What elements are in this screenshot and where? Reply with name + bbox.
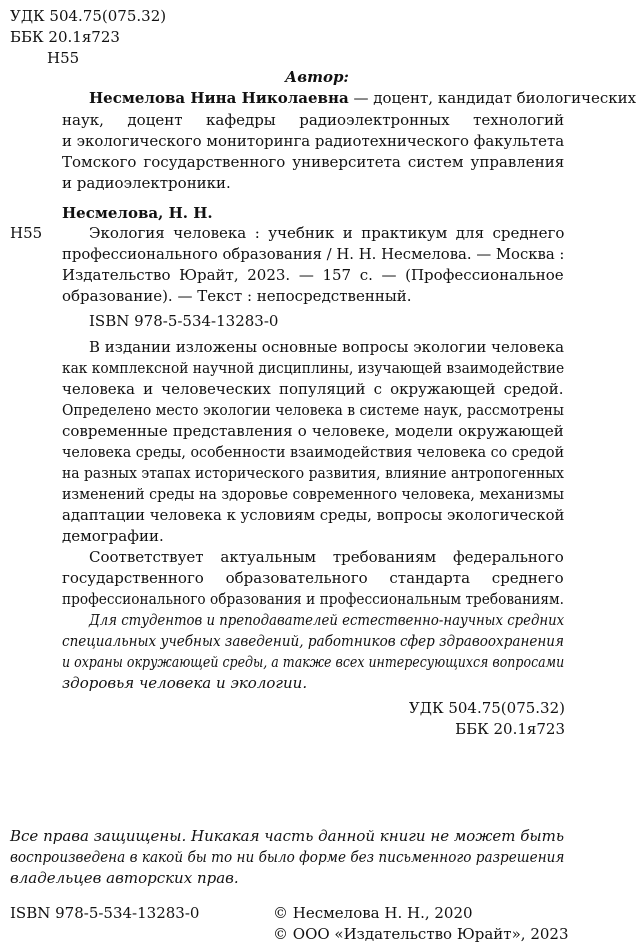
abstract-p1-line-6: человека среды, особенности взаимодействия человека со средой — [62, 443, 565, 461]
bbk-code: ББК 20.1я723 — [10, 28, 120, 46]
abstract-p2-line-3: профессионального образования и профессиональным требованиям. — [62, 590, 564, 608]
footer-bbk-code: ББК 20.1я723 — [455, 720, 565, 738]
abstract-p1-line-3: человека и человеческих популяций с окружающей средой. — [62, 380, 564, 398]
author-line-2: наук, доцент кафедры радиоэлектронных технологий — [62, 111, 565, 129]
author-heading: Автор: — [285, 68, 349, 86]
copyright-author: © Несмелова Н. Н., 2020 — [273, 904, 473, 922]
abstract-p1-line-4: Определено место экологии человека в системе наук, рассмотрены — [62, 401, 564, 419]
rights-line-2: воспроизведена в какой бы то ни было форме без письменного разрешения — [10, 848, 565, 866]
author-name: Несмелова Нина Николаевна — [89, 89, 349, 107]
record-line-2: профессионального образования / Н. Н. Несмелова. — Москва : — [62, 245, 565, 263]
abstract-p3-line-2: специальных учебных заведений, работников сфер здравоохранения — [62, 632, 564, 650]
record-isbn: ISBN 978-5-534-13283-0 — [89, 312, 279, 330]
abstract-p1-line-10: демографии. — [62, 527, 164, 545]
rights-line-3: владельцев авторских прав. — [10, 869, 239, 887]
abstract-p2-line-2: государственного образовательного стандарта среднего — [62, 569, 564, 587]
author-line-4: Томского государственного университета систем управления — [62, 153, 565, 171]
copyright-publisher: © ООО «Издательство Юрайт», 2023 — [273, 925, 569, 943]
rights-line-1: Все права защищены. Никакая часть данной книги не может быть — [10, 827, 564, 845]
author-line-5: и радиоэлектроники. — [62, 174, 231, 192]
record-line-3: Издательство Юрайт, 2023. — 157 с. — (Профессиональное — [62, 266, 564, 284]
abstract-p1-line-2: как комплексной научной дисциплины, изучающей взаимодействие — [62, 359, 565, 377]
abstract-p3-line-4: здоровья человека и экологии. — [62, 674, 308, 692]
footer-udk-code: УДК 504.75(075.32) — [408, 699, 565, 717]
abstract-p1-line-5: современные представления о человеке, модели окружающей — [62, 422, 564, 440]
abstract-p1-line-9: адаптации человека к условиям среды, вопросы экологической — [62, 506, 565, 524]
abstract-p2-line-1: Соответствует актуальным требованиям федерального — [89, 548, 564, 566]
abstract-p3-line-1: Для студентов и преподавателей естественно-научных средних — [89, 611, 565, 629]
abstract-p3-line-3: и охраны окружающей среды, а также всех интересующихся вопросами — [62, 653, 565, 671]
author-code: Н55 — [47, 49, 80, 67]
record-line-4: образование). — Текст : непосредственный. — [62, 287, 412, 305]
record-author: Несмелова, Н. Н. — [62, 204, 213, 222]
abstract-p1-line-1: В издании изложены основные вопросы экологии человека — [89, 338, 564, 356]
bottom-isbn: ISBN 978-5-534-13283-0 — [10, 904, 200, 922]
author-line-1: Несмелова Нина Николаевна — доцент, кандидат биологических — [89, 89, 636, 107]
record-line-1: Экология человека : учебник и практикум для среднего — [89, 224, 565, 242]
record-side-code: Н55 — [10, 224, 43, 242]
udk-code: УДК 504.75(075.32) — [10, 7, 167, 25]
abstract-p1-line-8: изменений среды на здоровье современного человека, механизмы — [62, 485, 565, 503]
abstract-p1-line-7: на разных этапах исторического развития, влияние антропогенных — [62, 464, 564, 482]
author-line-3: и экологического мониторинга радиотехнического факультета — [62, 132, 565, 150]
